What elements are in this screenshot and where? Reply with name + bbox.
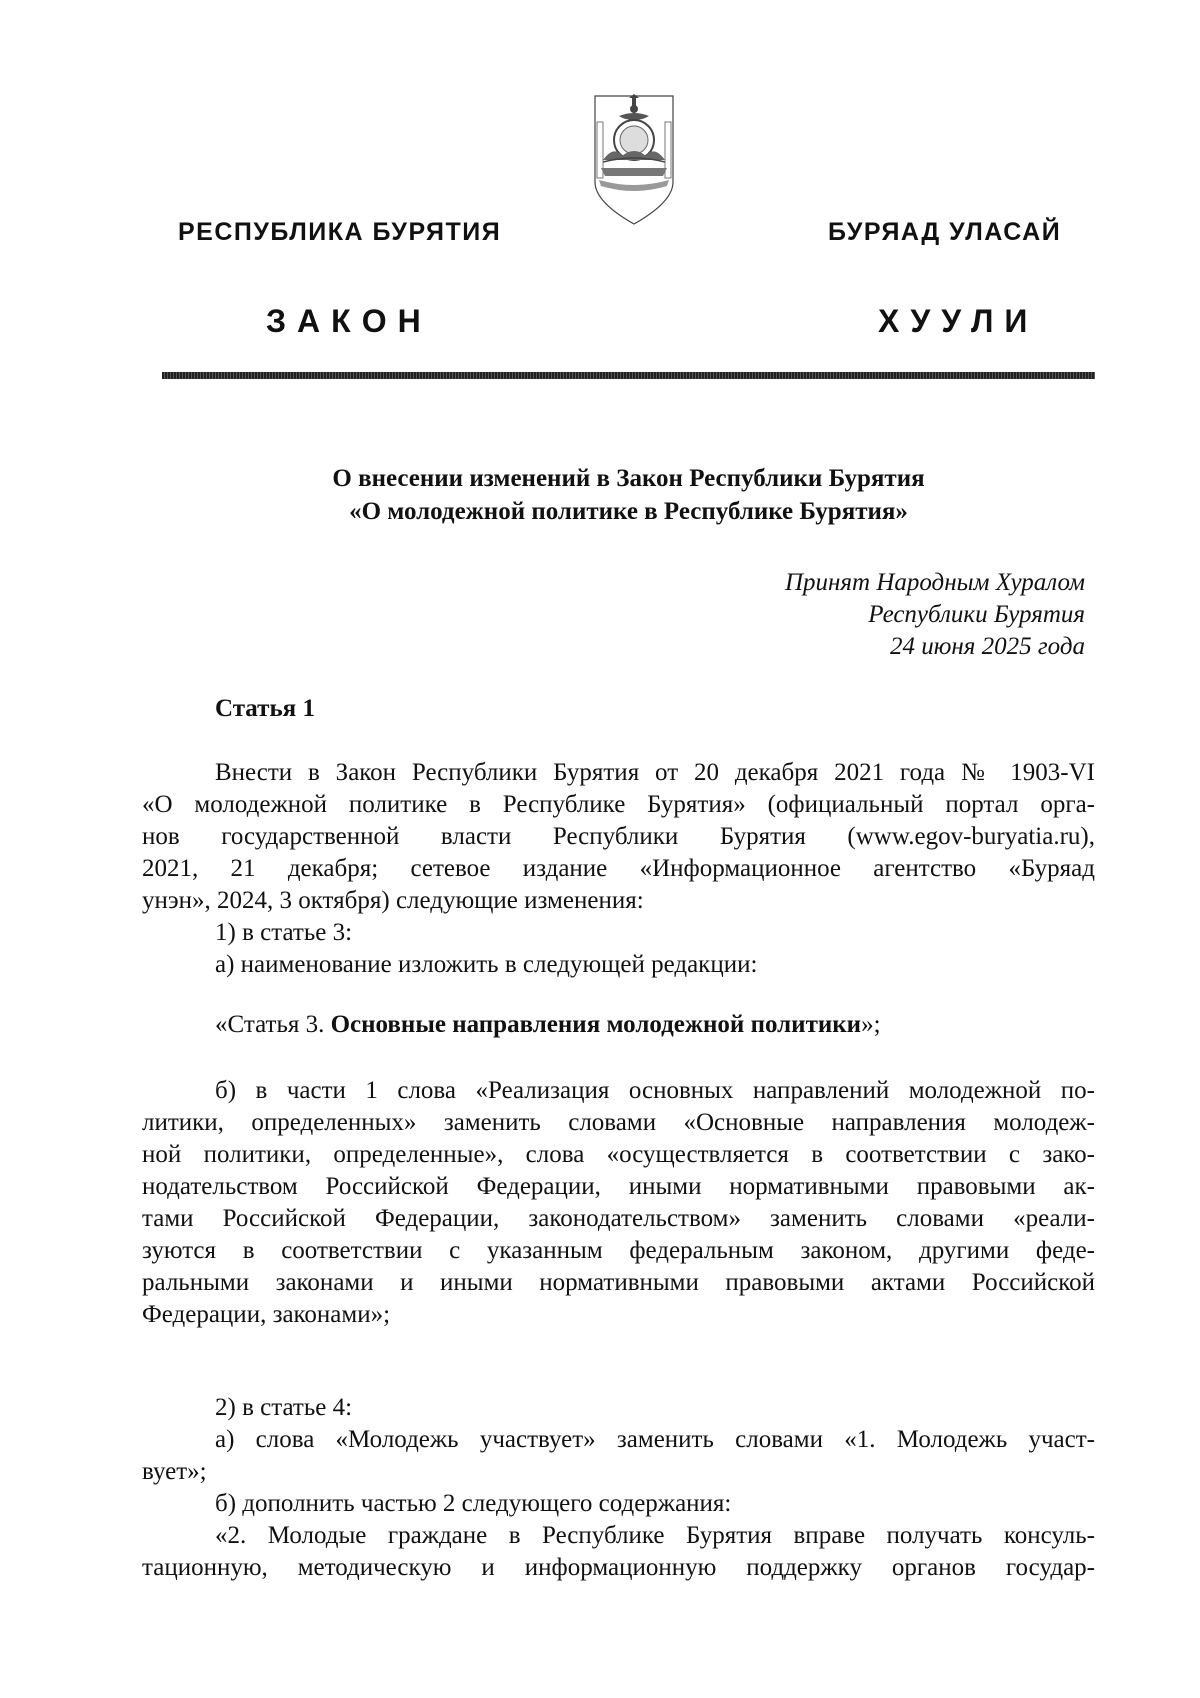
adoption-line: Принят Народным Хуралом xyxy=(784,569,1085,596)
text-line: б) в части 1 слова «Реализация основных направлений молодежной по- xyxy=(215,1077,1095,1104)
text-line: 2021, 21 декабря; сетевое издание «Информационное агентство «Буряад xyxy=(142,855,1095,882)
text-line: Внести в Закон Республики Бурятия от 20 декабря 2021 года № 1903-VI xyxy=(215,759,1095,786)
republic-name-buryat: БУРЯАД УЛАСАЙ xyxy=(828,218,1062,246)
adoption-date: 24 июня 2025 года xyxy=(890,633,1085,660)
text-line: ральными законами и иными нормативными правовыми актами Российской xyxy=(142,1269,1095,1296)
text-line: вует»; xyxy=(142,1458,207,1485)
law-label-russian: ЗАКОН xyxy=(266,303,432,339)
adoption-line: Республики Бурятия xyxy=(868,601,1085,628)
text-line: литики, определенных» заменить словами «Основные направления молодеж- xyxy=(142,1109,1095,1136)
text-line: «О молодежной политике в Республике Бурятия» (официальный портал орга- xyxy=(142,791,1095,818)
title-line: «О молодежной политике в Республике Бурятия» xyxy=(349,498,908,525)
text-line: тами Российской Федерации, законодательством» заменить словами «реали- xyxy=(142,1205,1095,1232)
paragraph-intro xyxy=(142,757,1095,981)
law-label-buryat: ХУУЛИ xyxy=(878,303,1039,339)
text-line: а) слова «Молодежь участвует» заменить словами «1. Молодежь участ- xyxy=(215,1426,1095,1453)
list-item: 1) в статье 3: xyxy=(215,919,353,946)
list-item: 2) в статье 4: xyxy=(215,1394,353,1421)
text-line: «2. Молодые граждане в Республике Бурятия вправе получать консуль- xyxy=(215,1522,1095,1549)
document-title xyxy=(162,462,1095,528)
paragraph-b xyxy=(142,1075,1095,1331)
paragraph-item-2 xyxy=(142,1392,1095,1584)
text-line: нодательством Российской Федерации, иными нормативными правовыми ак- xyxy=(142,1173,1095,1200)
title-line: О внесении изменений в Закон Республики Бурятия xyxy=(332,465,925,492)
quoted-article-title xyxy=(142,1009,1095,1041)
quote-prefix: «Статья 3. xyxy=(215,1011,331,1038)
quote-suffix: »; xyxy=(861,1011,881,1038)
text-line: Федерации, законами»; xyxy=(142,1301,391,1328)
header-divider xyxy=(162,372,1095,379)
adoption-info xyxy=(600,567,1085,663)
republic-name-russian: РЕСПУБЛИКА БУРЯТИЯ xyxy=(178,218,502,246)
text-line: нов государственной власти Республики Бурятия (www.egov-buryatia.ru), xyxy=(142,823,1095,850)
coat-of-arms-emblem xyxy=(589,90,679,228)
text-line: унэн», 2024, 3 октября) следующие изменения: xyxy=(142,887,644,914)
text-line: ной политики, определенные», слова «осуществляется в соответствии с зако- xyxy=(142,1141,1095,1168)
quote-bold-title: Основные направления молодежной политики xyxy=(330,1011,862,1038)
list-item: а) наименование изложить в следующей редакции: xyxy=(215,951,758,978)
list-item: б) дополнить частью 2 следующего содержания: xyxy=(215,1490,732,1517)
text-line: тационную, методическую и информационную поддержку органов государ- xyxy=(142,1554,1095,1581)
article-heading: Статья 1 xyxy=(215,695,315,722)
text-line: зуются в соответствии с указанным федеральным законом, другими феде- xyxy=(142,1237,1095,1264)
